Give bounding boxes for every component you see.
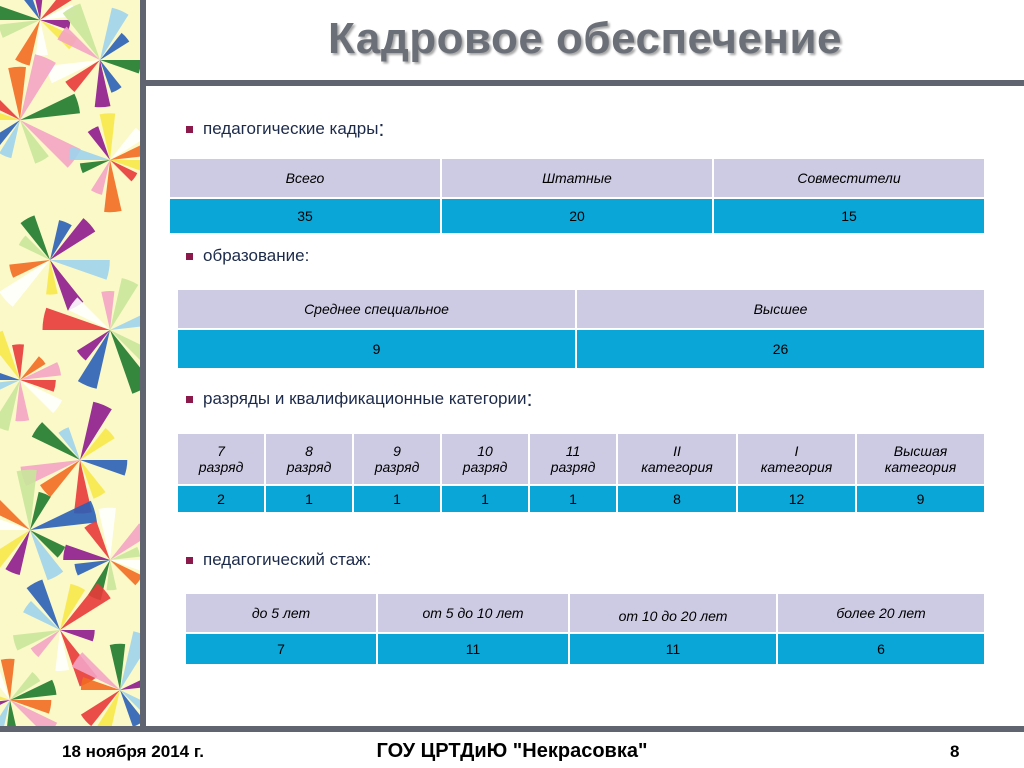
frame-title-underline [146, 80, 1024, 86]
header-line-2: разряд [462, 459, 508, 475]
table-header-cell: от 5 до 10 лет [377, 593, 569, 633]
page-title: Кадровое обеспечение [327, 14, 843, 63]
table-header-row [177, 289, 985, 329]
bullet-icon [186, 253, 193, 260]
header-line-1: II [673, 443, 681, 459]
header-line-2: категория [641, 459, 713, 475]
table-header-cell: более 20 лет [777, 593, 985, 633]
table-value-cell: 2 [177, 485, 265, 513]
header-line-2: разряд [374, 459, 420, 475]
table-header-cell [617, 433, 737, 485]
table-value-cell: 11 [569, 633, 777, 665]
decorative-wedge [78, 330, 110, 389]
table-header-cell [529, 433, 617, 485]
table-header-cell [737, 433, 856, 485]
table-header-cell [441, 433, 529, 485]
table-header-cell [856, 433, 985, 485]
table-value-cell: 15 [713, 198, 985, 234]
table-value-row [177, 485, 985, 513]
section-categories-label: разряды и квалификационные категории [203, 389, 527, 408]
table-header-row [177, 433, 985, 485]
section-education-heading [186, 246, 309, 266]
categories-table [176, 432, 986, 514]
decorative-pattern-strip [0, 0, 140, 728]
header-line-1: Высшая [893, 443, 948, 459]
table-value-row [177, 329, 985, 369]
frame-vertical-line [140, 0, 146, 728]
staff-table [168, 157, 986, 235]
table-header-cell: Штатные [441, 158, 713, 198]
table-value-cell: 9 [856, 485, 985, 513]
section-staff-heading [186, 118, 385, 140]
bullet-icon [186, 557, 193, 564]
section-categories-colon: : [526, 386, 533, 411]
table-header-cell: Высшее [576, 289, 985, 329]
footer-page-number: 8 [950, 742, 960, 761]
table-value-cell: 1 [529, 485, 617, 513]
table-value-cell: 7 [185, 633, 377, 665]
header-line-1: I [794, 443, 799, 459]
table-header-cell [177, 433, 265, 485]
header-line-1: 11 [565, 443, 581, 459]
bullet-icon [186, 126, 193, 133]
bullet-icon [186, 396, 193, 403]
decorative-pinwheel-pattern [0, 0, 140, 728]
section-categories-heading [186, 388, 533, 410]
header-line-1: 7 [217, 443, 225, 459]
table-value-row [169, 198, 985, 234]
experience-table [184, 592, 986, 666]
header-line-2: разряд [286, 459, 332, 475]
header-line-1: 9 [393, 443, 401, 459]
table-header-cell: Среднее специальное [177, 289, 576, 329]
section-staff-label: педагогические кадры [203, 119, 379, 138]
header-line-1: 10 [477, 443, 493, 459]
footer-organization: ГОУ ЦРТДиЮ "Некрасовка" [376, 740, 648, 762]
decorative-wedge [100, 8, 129, 60]
table-value-cell: 8 [617, 485, 737, 513]
table-value-cell: 6 [777, 633, 985, 665]
table-value-cell: 26 [576, 329, 985, 369]
table-header-cell [265, 433, 353, 485]
table-header-cell: от 10 до 20 лет [569, 593, 777, 633]
section-experience-heading [186, 550, 371, 570]
table-value-row [185, 633, 985, 665]
table-value-cell: 1 [265, 485, 353, 513]
table-value-cell: 9 [177, 329, 576, 369]
table-header-cell [353, 433, 441, 485]
table-value-cell: 20 [441, 198, 713, 234]
table-value-cell: 12 [737, 485, 856, 513]
education-table [176, 288, 986, 370]
table-header-row [169, 158, 985, 198]
table-header-cell: до 5 лет [185, 593, 377, 633]
table-value-cell: 35 [169, 198, 441, 234]
table-header-row [185, 593, 985, 633]
footer-date: 18 ноября 2014 г. [62, 742, 204, 761]
frame-footer-line [0, 726, 1024, 732]
header-line-1: 8 [305, 443, 313, 459]
header-line-2: категория [884, 459, 957, 475]
section-staff-colon: : [378, 116, 385, 141]
section-experience-label: педагогический стаж: [203, 550, 372, 569]
header-line-2: разряд [198, 459, 244, 475]
section-education-label: образование: [203, 246, 310, 265]
table-value-cell: 1 [441, 485, 529, 513]
header-line-2: разряд [550, 459, 596, 475]
header-line-2: категория [760, 459, 833, 475]
table-header-cell: Совместители [713, 158, 985, 198]
table-value-cell: 11 [377, 633, 569, 665]
table-header-cell: Всего [169, 158, 441, 198]
table-value-cell: 1 [353, 485, 441, 513]
